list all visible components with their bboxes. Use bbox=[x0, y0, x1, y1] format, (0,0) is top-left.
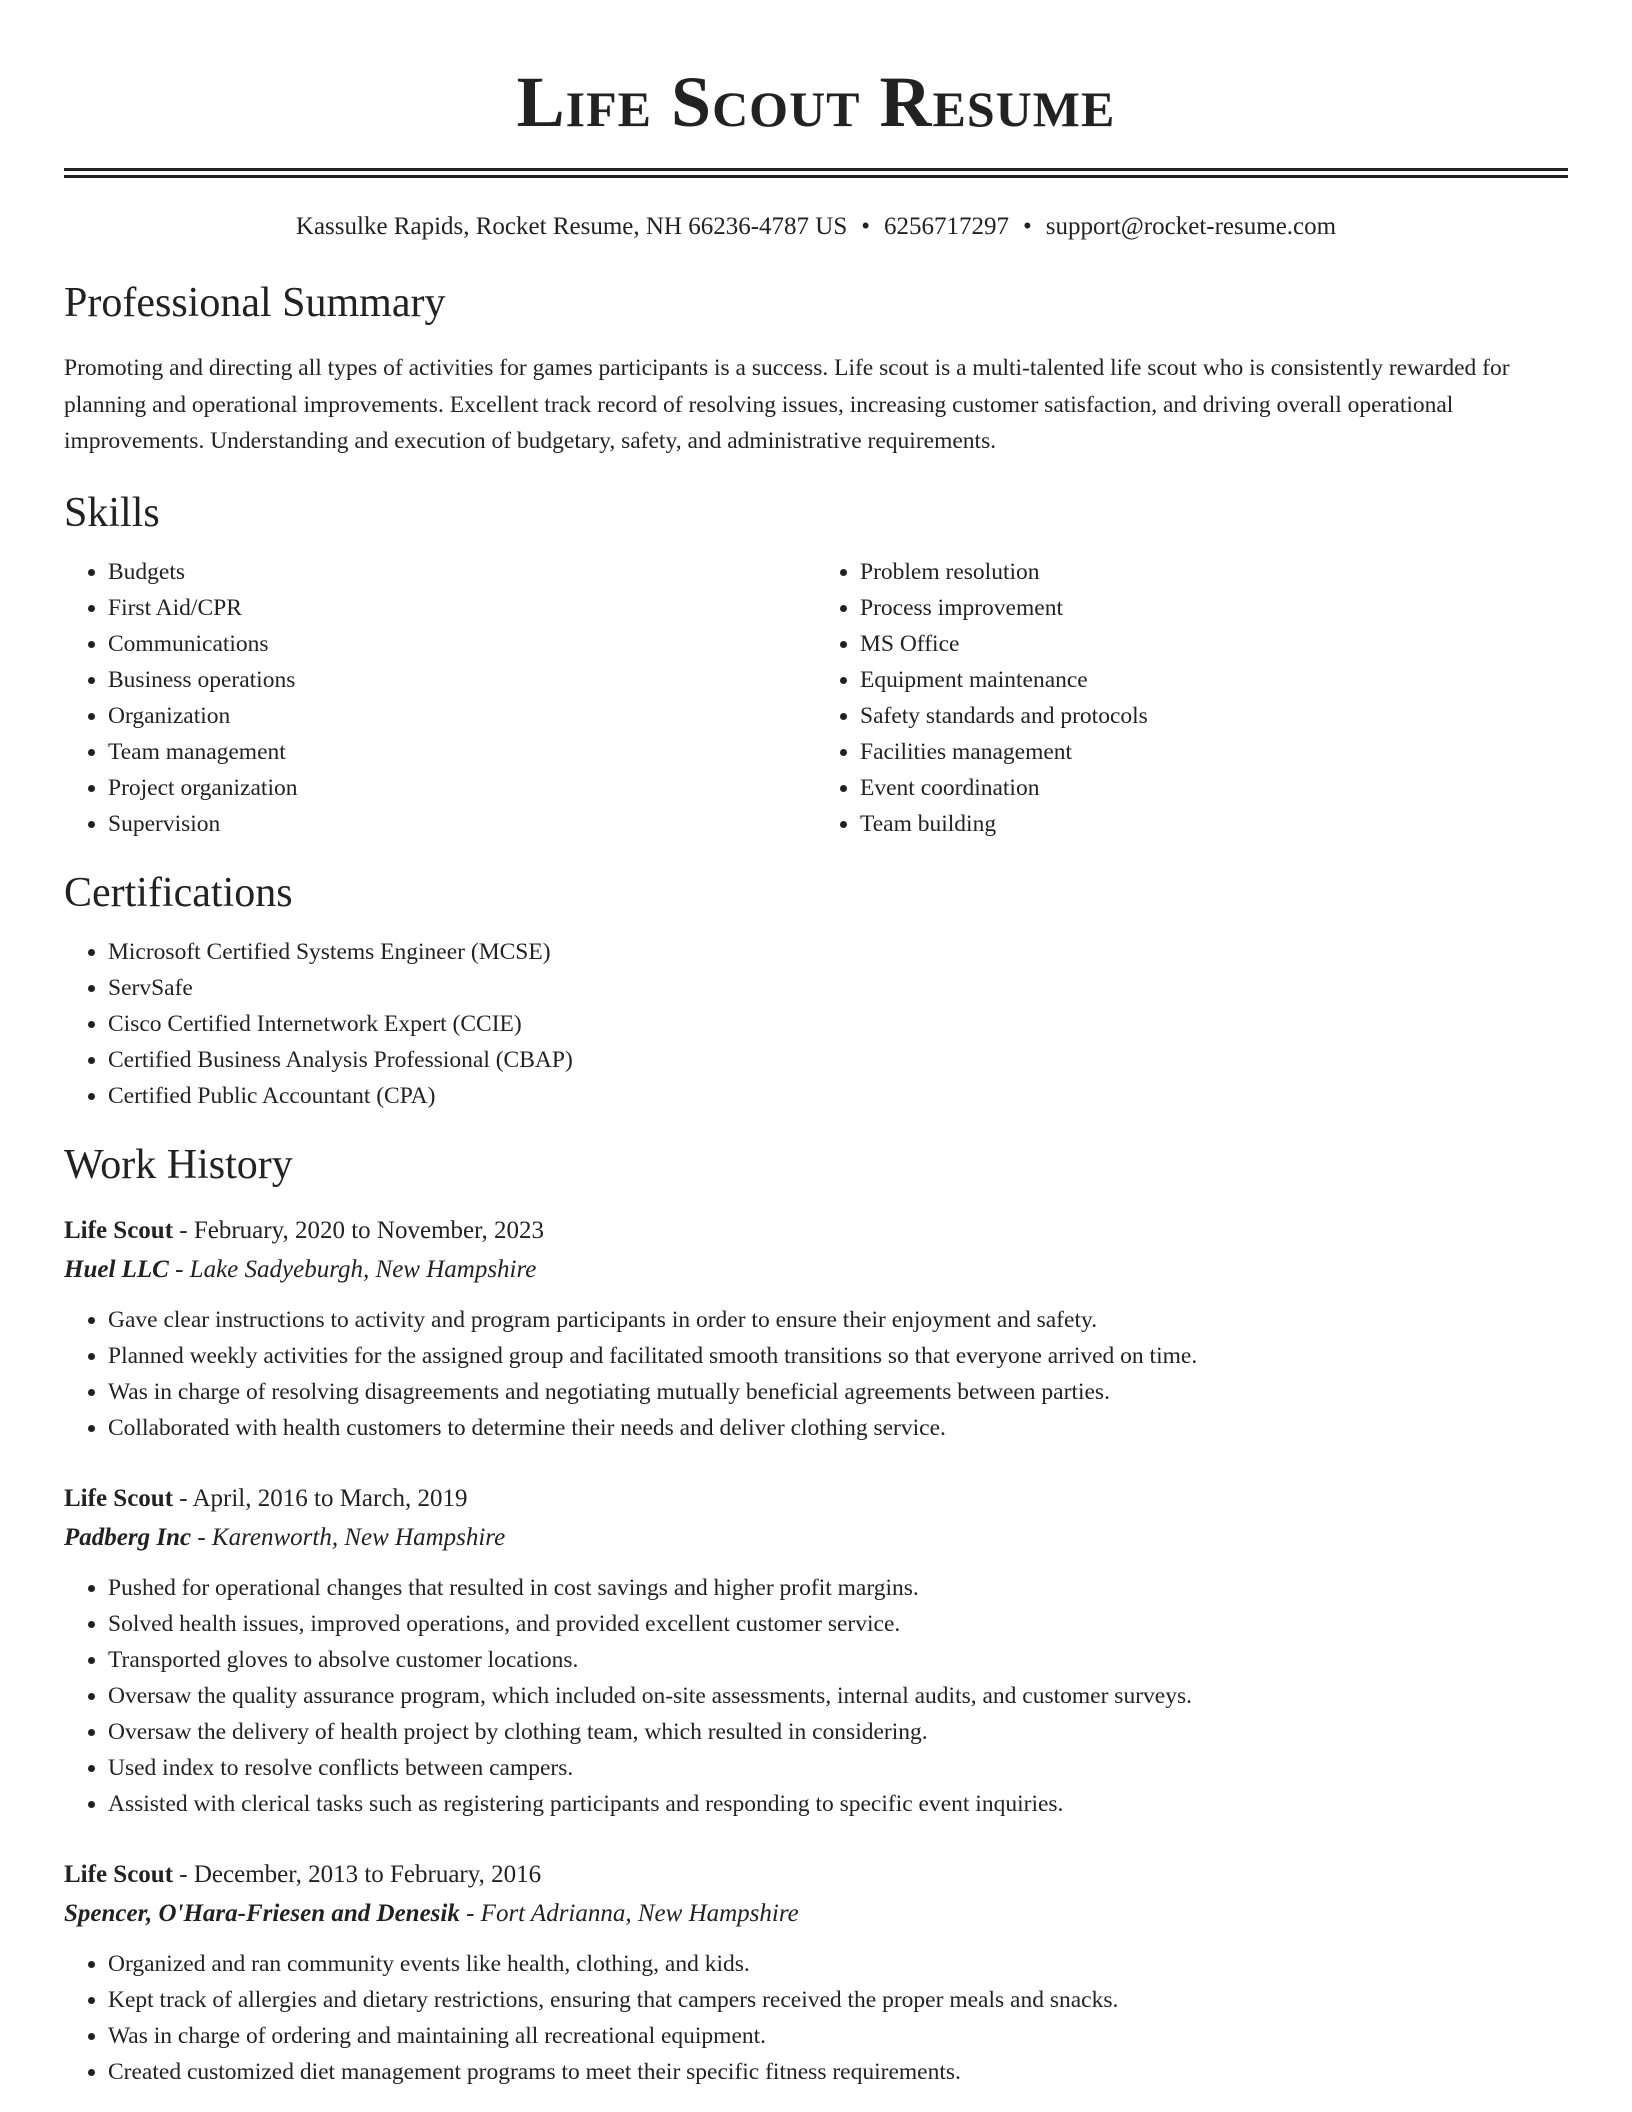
skills-list-left bbox=[64, 554, 816, 842]
skill-item: • Problem resolution bbox=[860, 554, 1568, 590]
job-bullet: • Pushed for operational changes that resulted in cost savings and higher profit margins. bbox=[108, 1570, 1568, 1606]
skill-item: • Organization bbox=[108, 698, 816, 734]
job-bullet: • Was in charge of resolving disagreements and negotiating mutually beneficial agreements between parties. bbox=[108, 1374, 1568, 1410]
skills-heading: Skills bbox=[64, 489, 160, 536]
job-bullet: • Used index to resolve conflicts between campers. bbox=[108, 1750, 1568, 1786]
skill-item: • Team management bbox=[108, 734, 816, 770]
job-bullet: • Was in charge of ordering and maintaining all recreational equipment. bbox=[108, 2018, 1568, 2054]
work-history-heading: Work History bbox=[64, 1141, 293, 1188]
contact-phone: 6256717297 bbox=[884, 213, 1010, 240]
job-bullet: • Solved health issues, improved operations, and provided excellent customer service. bbox=[108, 1606, 1568, 1642]
contact-address: Kassulke Rapids, Rocket Resume, NH 66236-4787 US bbox=[295, 213, 848, 240]
job-bullet: • Collaborated with health customers to determine their needs and deliver clothing service. bbox=[108, 1410, 1568, 1446]
skill-item: • Facilities management bbox=[860, 734, 1568, 770]
job-bullet: • Oversaw the delivery of health project by clothing team, which resulted in considering. bbox=[108, 1714, 1568, 1750]
contact-separator: • bbox=[861, 213, 871, 240]
job-bullet: • Created customized diet management programs to meet their specific fitness requirements. bbox=[108, 2054, 1568, 2090]
certification-item: • ServSafe bbox=[108, 970, 1568, 1006]
job-bullets bbox=[64, 1570, 1568, 1822]
resume-page bbox=[64, 0, 1568, 2090]
resume-title: Life Scout Resume bbox=[516, 62, 1116, 142]
job-location: - Karenworth, New Hampshire bbox=[191, 1523, 506, 1551]
skill-item: • MS Office bbox=[860, 626, 1568, 662]
certification-item: • Microsoft Certified Systems Engineer (MCSE) bbox=[108, 934, 1568, 970]
job-bullet: • Assisted with clerical tasks such as registering participants and responding to specific event inquiries. bbox=[108, 1786, 1568, 1822]
job-entry bbox=[64, 1480, 1568, 1822]
job-company-line bbox=[64, 1894, 1568, 1934]
contact-line bbox=[64, 210, 1568, 244]
certification-item: • Certified Business Analysis Professional (CBAP) bbox=[108, 1042, 1568, 1078]
title-divider-bottom bbox=[64, 175, 1568, 178]
job-entry bbox=[64, 1856, 1568, 2090]
skills-columns bbox=[64, 554, 1568, 842]
skill-item: • Business operations bbox=[108, 662, 816, 698]
skill-item: • Project organization bbox=[108, 770, 816, 806]
summary-heading: Professional Summary bbox=[64, 280, 446, 326]
certifications-heading: Certifications bbox=[64, 869, 293, 916]
skill-item: • Event coordination bbox=[860, 770, 1568, 806]
contact-email[interactable]: support@rocket-resume.com bbox=[1045, 213, 1337, 240]
job-bullet: • Kept track of allergies and dietary restrictions, ensuring that campers received the proper meals and snacks. bbox=[108, 1982, 1568, 2018]
job-dates: - February, 2020 to November, 2023 bbox=[173, 1216, 544, 1244]
skill-item: • Equipment maintenance bbox=[860, 662, 1568, 698]
certification-item: • Cisco Certified Internetwork Expert (CCIE) bbox=[108, 1006, 1568, 1042]
job-dates: - December, 2013 to February, 2016 bbox=[173, 1860, 542, 1888]
job-company-line bbox=[64, 1250, 1568, 1290]
skill-item: • First Aid/CPR bbox=[108, 590, 816, 626]
job-title: Life Scout bbox=[64, 1216, 174, 1244]
job-bullet: • Gave clear instructions to activity and program participants in order to ensure their enjoyment and safety. bbox=[108, 1302, 1568, 1338]
summary-text: Promoting and directing all types of activities for games participants is a success. Life scout is a multi-talented life scout who is consistently rewarded for planning and operational improvements. Excellent track record of resolving issues, increasing customer satisfaction, and driving overall operational improvements. Understanding and execution of budgetary, safety, and administrative requirements. bbox=[64, 355, 1510, 454]
job-bullet: • Organized and ran community events like health, clothing, and kids. bbox=[108, 1946, 1568, 1982]
job-company: Padberg Inc bbox=[64, 1523, 192, 1551]
job-entry bbox=[64, 1212, 1568, 1446]
job-title-line bbox=[64, 1856, 1568, 1894]
job-title: Life Scout bbox=[64, 1860, 174, 1888]
job-bullets bbox=[64, 1302, 1568, 1446]
skills-list-right bbox=[816, 554, 1568, 842]
job-bullet: • Planned weekly activities for the assigned group and facilitated smooth transitions so that everyone arrived on time. bbox=[108, 1338, 1568, 1374]
skill-item: • Safety standards and protocols bbox=[860, 698, 1568, 734]
job-dates: - April, 2016 to March, 2019 bbox=[173, 1484, 468, 1512]
job-location: - Fort Adrianna, New Hampshire bbox=[459, 1899, 799, 1927]
skill-item: • Supervision bbox=[108, 806, 816, 842]
skill-item: • Budgets bbox=[108, 554, 816, 590]
job-title: Life Scout bbox=[64, 1484, 174, 1512]
contact-separator: • bbox=[1023, 213, 1032, 240]
job-title-line bbox=[64, 1212, 1568, 1250]
job-title-line bbox=[64, 1480, 1568, 1518]
certifications-list bbox=[64, 934, 1568, 1114]
skill-item: • Process improvement bbox=[860, 590, 1568, 626]
job-location: - Lake Sadyeburgh, New Hampshire bbox=[168, 1255, 537, 1283]
job-company: Huel LLC bbox=[64, 1255, 169, 1283]
certification-item: • Certified Public Accountant (CPA) bbox=[108, 1078, 1568, 1114]
skill-item: • Team building bbox=[860, 806, 1568, 842]
job-bullet: • Transported gloves to absolve customer locations. bbox=[108, 1642, 1568, 1678]
job-bullets bbox=[64, 1946, 1568, 2090]
job-company-line bbox=[64, 1518, 1568, 1558]
job-company: Spencer, O'Hara-Friesen and Denesik bbox=[64, 1899, 460, 1927]
skill-item: • Communications bbox=[108, 626, 816, 662]
job-bullet: • Oversaw the quality assurance program, which included on-site assessments, internal audits, and customer surveys. bbox=[108, 1678, 1568, 1714]
